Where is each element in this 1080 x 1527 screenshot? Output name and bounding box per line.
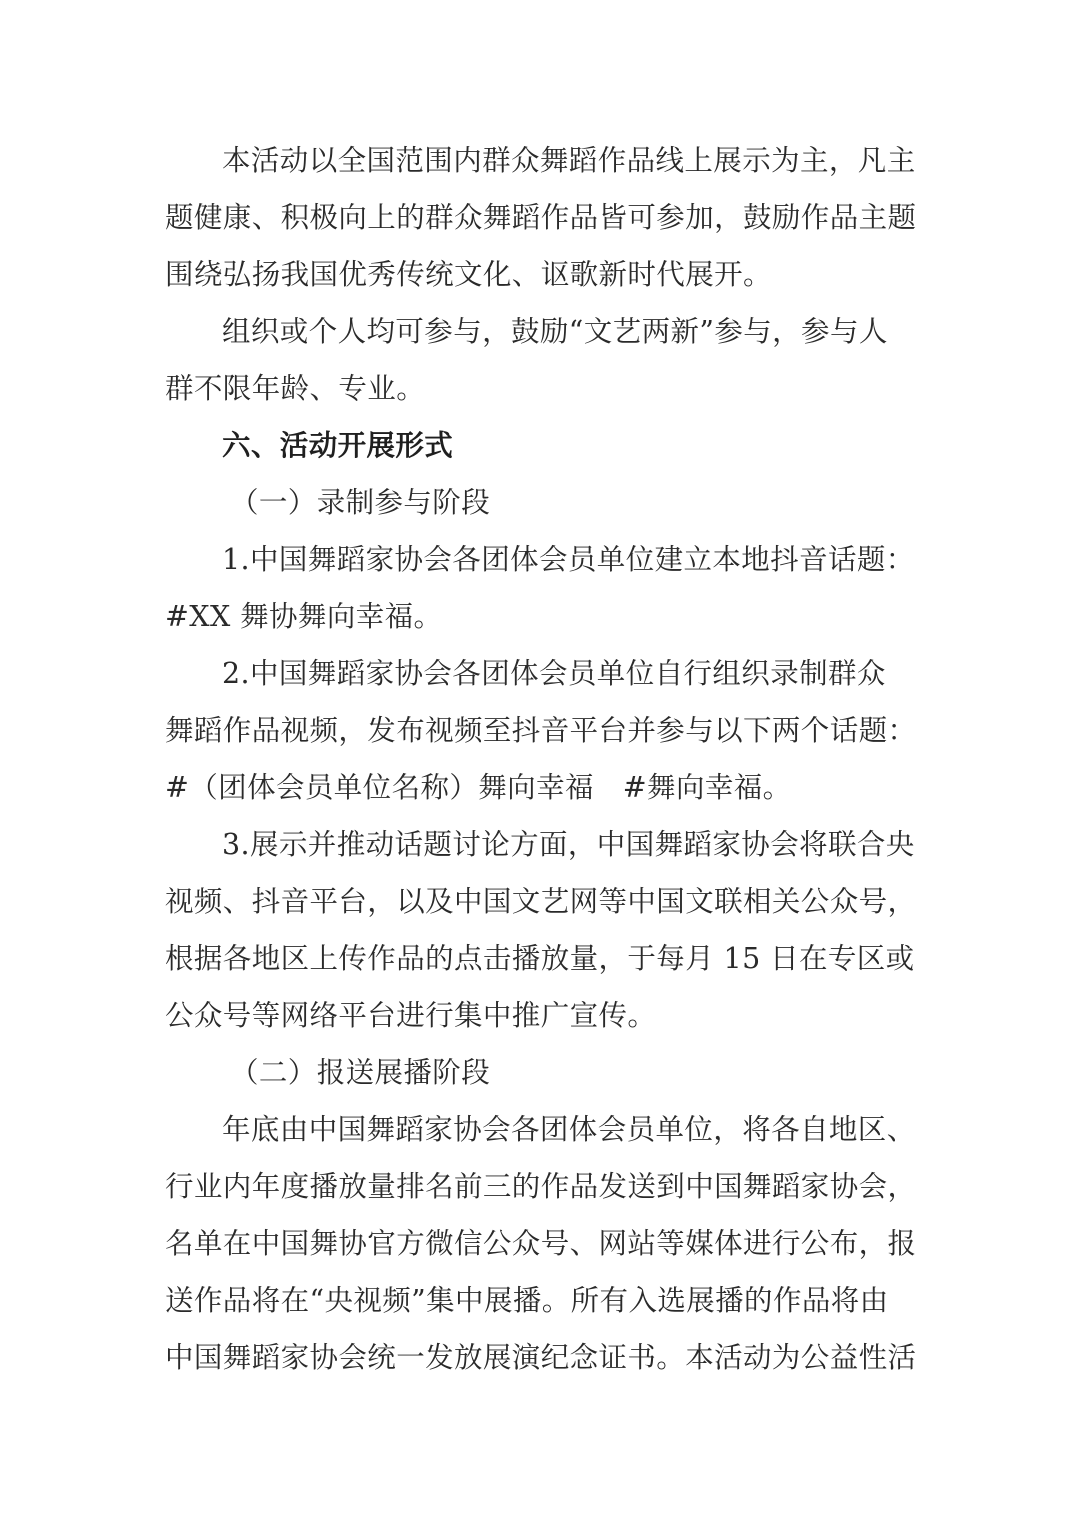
list-item-line: 1.中国舞蹈家协会各团体会员单位建立本地抖音话题：: [222, 543, 915, 576]
list-item-line: #（团体会员单位名称）舞向幸福 #舞向幸福。: [165, 771, 792, 804]
list-item-line: 3.展示并推动话题讨论方面，中国舞蹈家协会将联合央: [222, 828, 915, 861]
paragraph-line: 年底由中国舞蹈家协会各团体会员单位，将各自地区、: [222, 1113, 916, 1146]
list-item-line: 2.中国舞蹈家协会各团体会员单位自行组织录制群众: [222, 657, 886, 690]
list-item-line: 视频、抖音平台，以及中国文艺网等中国文联相关公众号，: [165, 885, 917, 918]
paragraph-line: 送作品将在“央视频”集中展播。所有入选展播的作品将由: [165, 1284, 889, 1317]
paragraph-line: 中国舞蹈家协会统一发放展演纪念证书。本活动为公益性活: [165, 1341, 917, 1374]
subsection-heading: （二）报送展播阶段: [230, 1056, 491, 1089]
paragraph-line: 本活动以全国范围内群众舞蹈作品线上展示为主，凡主: [222, 144, 916, 177]
list-item-line: 根据各地区上传作品的点击播放量，于每月 15 日在专区或: [165, 942, 915, 975]
paragraph-line: 围绕弘扬我国优秀传统文化、讴歌新时代展开。: [165, 258, 772, 291]
section-heading: 六、活动开展形式: [222, 429, 454, 462]
subsection-heading: （一）录制参与阶段: [230, 486, 491, 519]
paragraph-line: 题健康、积极向上的群众舞蹈作品皆可参加，鼓励作品主题: [165, 201, 917, 234]
list-item-line: #XX 舞协舞向幸福。: [165, 600, 443, 633]
paragraph-line: 行业内年度播放量排名前三的作品发送到中国舞蹈家协会，: [165, 1170, 917, 1203]
paragraph-line: 群不限年龄、专业。: [165, 372, 426, 405]
list-item-line: 舞蹈作品视频，发布视频至抖音平台并参与以下两个话题：: [165, 714, 917, 747]
list-item-line: 公众号等网络平台进行集中推广宣传。: [165, 999, 657, 1032]
paragraph-line: 组织或个人均可参与，鼓励“文艺两新”参与，参与人: [222, 315, 888, 348]
paragraph-line: 名单在中国舞协官方微信公众号、网站等媒体进行公布，报: [165, 1227, 917, 1260]
